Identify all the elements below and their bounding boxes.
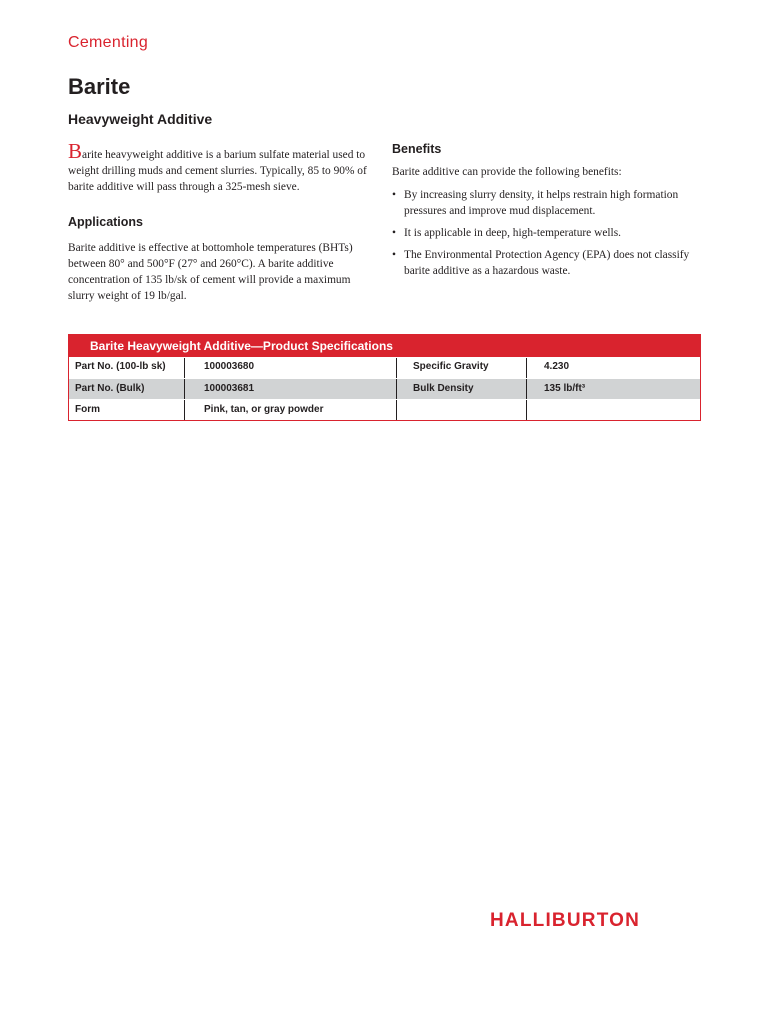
halliburton-logo: HALLIBURTON: [490, 910, 641, 931]
intro-text: arite heavyweight additive is a barium sulfate material used to weight drilling muds and cement slurries. Typically, 85 to 90% of barite additive will pass through a 325-mesh sieve.: [68, 149, 367, 193]
right-column: [392, 142, 702, 285]
table-cell: Part No. (Bulk): [69, 379, 185, 399]
dropcap-letter: B: [68, 139, 83, 163]
applications-heading: Applications: [68, 215, 144, 229]
benefits-list: [392, 187, 702, 279]
page-title: Barite: [68, 74, 131, 99]
benefits-intro: Barite additive can provide the following benefits:: [392, 166, 622, 178]
table-cell: [527, 400, 700, 420]
benefit-text: It is applicable in deep, high-temperature wells.: [404, 227, 621, 239]
table-row: [69, 378, 700, 399]
table-cell: [397, 400, 527, 420]
table-cell: 100003680: [185, 358, 397, 378]
list-item: [392, 225, 702, 241]
bullet-icon: •: [392, 227, 396, 239]
benefits-heading: Benefits: [392, 142, 442, 156]
table-cell: Bulk Density: [397, 379, 527, 399]
table-row: [69, 399, 700, 420]
benefit-text: By increasing slurry density, it helps restrain high formation pressures and improve mud displacement.: [404, 189, 679, 217]
list-item: [392, 247, 702, 279]
bullet-icon: •: [392, 249, 396, 261]
table-cell: Pink, tan, or gray powder: [185, 400, 397, 420]
list-item: [392, 187, 702, 219]
table-cell: Part No. (100-lb sk): [69, 358, 185, 378]
table-cell: 4.230: [544, 361, 570, 372]
table-cell: Specific Gravity: [397, 358, 527, 378]
page-subtitle: Heavyweight Additive: [68, 111, 213, 127]
spec-table-title: Barite Heavyweight Additive—Product Specifications: [69, 335, 700, 357]
bullet-icon: •: [392, 189, 396, 201]
benefit-text: The Environmental Protection Agency (EPA) does not classify barite additive as a hazardous waste.: [404, 249, 690, 277]
table-cell: 135 lb/ft³: [544, 383, 586, 394]
table-cell: Form: [69, 400, 185, 420]
table-row: [69, 357, 700, 378]
intro-paragraph: [68, 139, 376, 195]
spec-table: [68, 334, 701, 421]
left-column: [68, 139, 376, 304]
section-label: Cementing: [68, 34, 149, 51]
table-cell: 100003681: [185, 379, 397, 399]
applications-text: Barite additive is effective at bottomhole temperatures (BHTs) between 80° and 500°F (27° and 260°C). A barite additive concentration of 135 lb/sk of cement will provide a maximum slurry weight of 19 lb/gal.: [68, 242, 353, 302]
